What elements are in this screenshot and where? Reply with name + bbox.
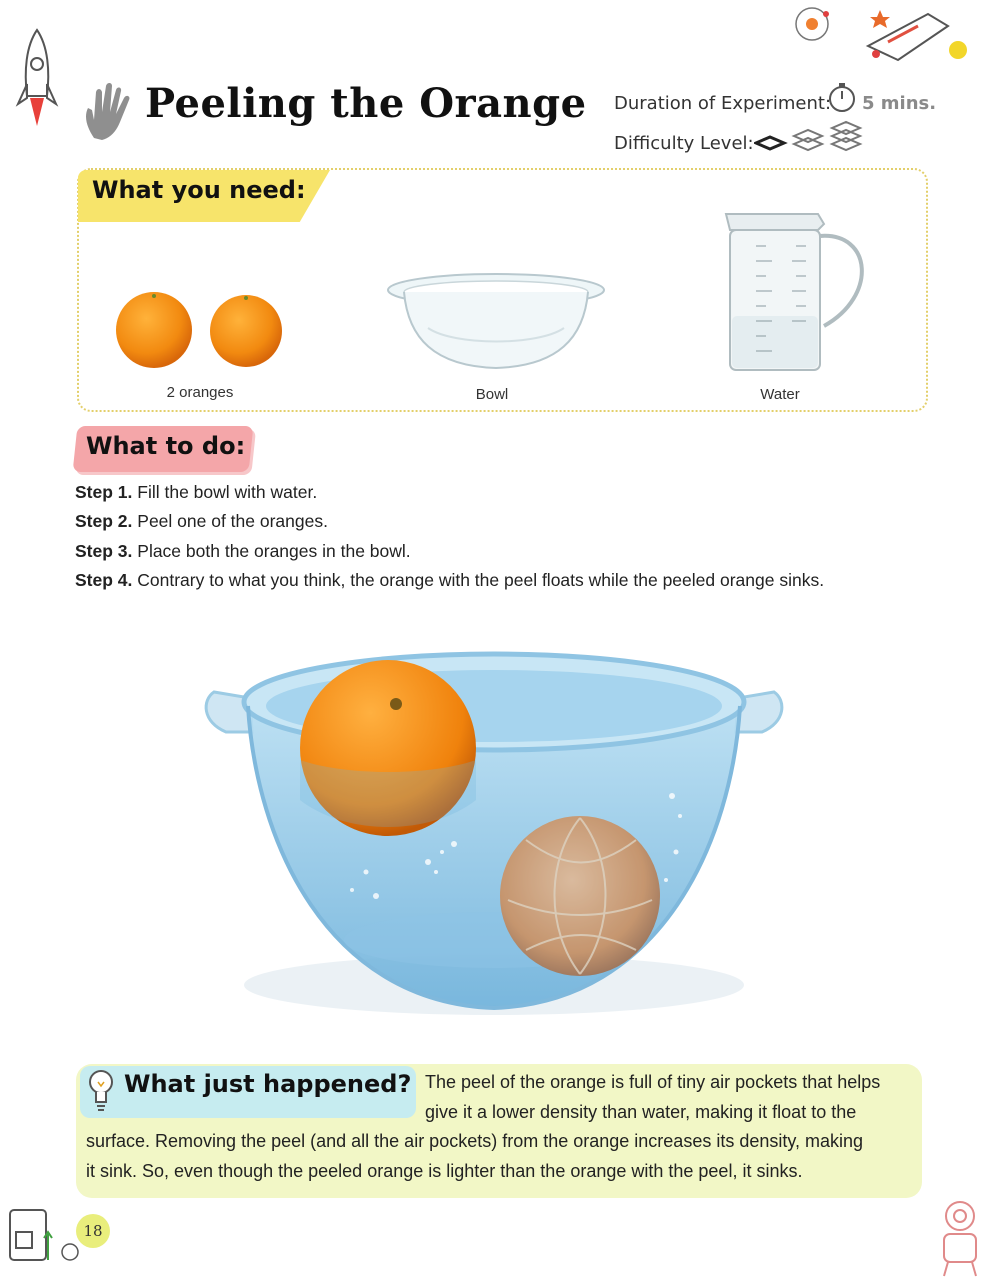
- bowl-experiment-illustration: [196, 640, 792, 1040]
- lightbulb-icon: [86, 1066, 116, 1116]
- explanation-line-2: give it a lower density than water, making it float to the: [425, 1102, 857, 1122]
- stopwatch-icon: [826, 82, 860, 114]
- floating-orange: [300, 660, 476, 836]
- what-you-need-heading: What you need:: [92, 176, 306, 204]
- robot-machine-doodle-icon: [2, 1196, 88, 1282]
- duration-label: Duration of Experiment:: [614, 93, 832, 114]
- what-to-do-heading: What to do:: [86, 432, 246, 460]
- explanation-line-1: The peel of the orange is full of tiny air pockets that helps: [425, 1072, 881, 1092]
- robot-doodle-icon: [930, 1196, 990, 1282]
- glass-bowl-image: [384, 268, 608, 374]
- what-just-happened-heading: What just happened?: [124, 1070, 412, 1098]
- page-number: 18: [76, 1214, 110, 1248]
- page-title: Peeling the Orange: [145, 80, 587, 127]
- spaceship-doodle-icon: [858, 2, 978, 68]
- difficulty-label: Difficulty Level:: [614, 133, 754, 154]
- orbit-doodle-icon: [788, 2, 838, 46]
- difficulty-rating: [754, 116, 866, 152]
- step-2: Step 2. Peel one of the oranges.: [75, 511, 328, 531]
- difficulty-level-2-icon: [794, 130, 822, 150]
- step-4: Step 4. Contrary to what you think, the orange with the peel floats while the peeled orange sinks.: [75, 570, 825, 590]
- hand-icon: [80, 82, 134, 140]
- step-1: Step 1. Fill the bowl with water.: [75, 482, 318, 502]
- difficulty-level-1-icon: [756, 137, 784, 149]
- oranges-image: [112, 288, 288, 372]
- explanation-line-4: it sink. So, even though the peeled orange is lighter than the orange with the peel, it sinks.: [86, 1161, 803, 1181]
- need-item-label: Bowl: [475, 386, 509, 403]
- need-item-label: 2 oranges: [166, 384, 234, 401]
- step-3: Step 3. Place both the oranges in the bowl.: [75, 541, 411, 561]
- peeled-orange: [500, 816, 660, 976]
- duration-value: 5 mins.: [862, 93, 937, 114]
- need-item-label: Water: [760, 386, 800, 403]
- explanation-line-3: surface. Removing the peel (and all the air pockets) from the orange increases its density, making: [86, 1131, 864, 1151]
- difficulty-level-3-icon: [832, 122, 860, 150]
- measuring-jug-image: [712, 206, 882, 376]
- rocket-doodle-icon: [14, 26, 60, 130]
